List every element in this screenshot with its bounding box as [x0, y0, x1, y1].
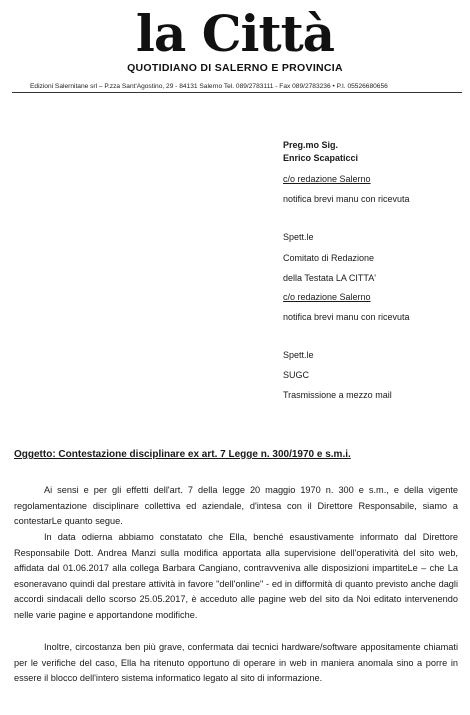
recipient2-salutation: Spett.le	[283, 232, 314, 242]
recipient1-name: Enrico Scapaticci	[283, 153, 359, 163]
newspaper-logo: la Città	[135, 4, 335, 63]
letterhead-divider	[12, 92, 462, 93]
letterhead	[0, 4, 470, 74]
recipient3-name: SUGC	[283, 370, 310, 380]
recipient2-delivery: notifica brevi manu con ricevuta	[283, 312, 410, 322]
body-paragraph-1	[14, 483, 458, 530]
recipient1-delivery: notifica brevi manu con ricevuta	[283, 194, 410, 204]
body-paragraph-3-text: Inoltre, circostanza ben più grave, confermata dai tecnici hardware/software appositamente chiamati per le verifiche del caso, Ella ha ritenuto opportuno di operare in web in maniera anomala sino a porre in essere il blocco dell'intero sistema informatico legato al sito di informazione.	[14, 642, 458, 684]
body-paragraph-2-text: In data odierna abbiamo constatato che Ella, benché esaustivamente informato dal Direttore Responsabile Dott. Andrea Manzi sulla modifica apportata alla supervisione dell'operatività del sito web, affidata dal 01.06.2017 alla collega Barbara Cangiano, contravveniva alle disposizioni impartiteLe – che La esoneravano quindi dal prestare attività in favore "dell'online" - ed in difformità di quanto previsto anche dagli accordi sindacali dello scorso 25.05.2017, è acceduto alle pagine web del sito da Noi editato intervenendo nelle varie pagine e apportandone modifiche.	[14, 532, 458, 620]
recipient2-line2: della Testata LA CITTA'	[283, 273, 376, 283]
body-paragraph-2	[14, 530, 458, 624]
newspaper-subtitle: QUOTIDIANO DI SALERNO E PROVINCIA	[127, 62, 343, 74]
body-paragraph-1-text: Ai sensi e per gli effetti dell'art. 7 della legge 20 maggio 1970 n. 300 e s.m., e della vigente regolamentazione disciplinare collettiva ed aziendale, d'intesa con il Direttore Responsabile, siamo a contestarLe quanto segue.	[14, 485, 458, 527]
recipient1-salutation: Preg.mo Sig.	[283, 140, 339, 150]
recipient3-delivery: Trasmissione a mezzo mail	[283, 390, 392, 400]
recipient1-care-of: c/o redazione Salerno	[283, 174, 371, 184]
letter-subject: Oggetto: Contestazione disciplinare ex art. 7 Legge n. 300/1970 e s.m.i.	[14, 449, 351, 460]
publisher-contact-line: Edizioni Salernitane srl – P.zza Sant'Agostino, 29 - 84131 Salerno Tel. 089/2783111 - Fax 089/2783236 • P.I. 05526680656	[30, 83, 388, 90]
recipient2-line1: Comitato di Redazione	[283, 253, 375, 263]
recipient2-care-of: c/o redazione Salerno	[283, 292, 371, 302]
recipient3-salutation: Spett.le	[283, 350, 314, 360]
body-paragraph-3	[14, 640, 458, 687]
